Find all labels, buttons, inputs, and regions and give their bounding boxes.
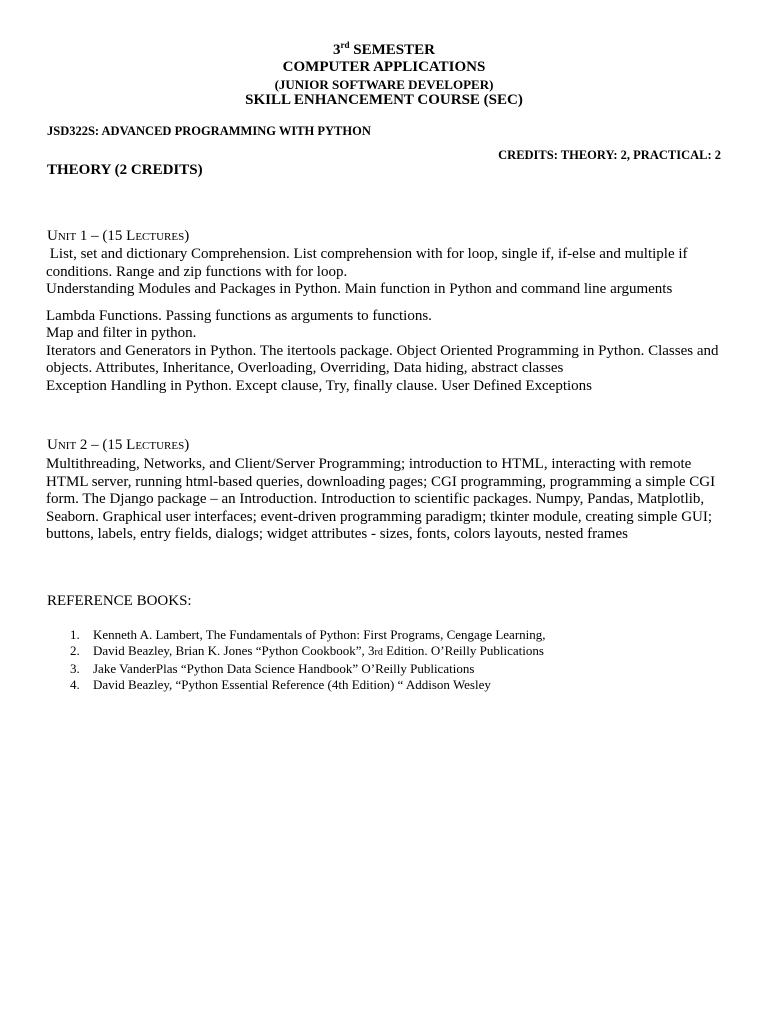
unit-1-paragraph: List, set and dictionary Comprehension. List comprehension with for loop, single if, if-else and multiple if conditions. Range and zip functions with for loop. [46, 246, 692, 280]
reference-text: Kenneth A. Lambert, The Fundamentals of Python: First Programs, Cengage Learning, [93, 627, 546, 642]
list-number: 3. [70, 661, 80, 676]
list-item [70, 661, 730, 677]
semester-heading [0, 42, 768, 59]
program-heading: COMPUTER APPLICATIONS [282, 59, 486, 75]
semester-suffix: rd [340, 40, 350, 50]
reference-text [93, 643, 544, 661]
unit-1-paragraph: Lambda Functions. Passing functions as arguments to functions. [46, 307, 432, 324]
unit-2-body [46, 456, 726, 544]
list-item [70, 677, 730, 693]
unit-1-title: Unit 1 – (15 Lectures) [47, 228, 190, 244]
course-type-heading: SKILL ENHANCEMENT COURSE (SEC) [245, 92, 523, 108]
subprogram-heading: (JUNIOR SOFTWARE DEVELOPER) [274, 77, 494, 92]
theory-heading: THEORY (2 CREDITS) [47, 162, 203, 178]
list-item [70, 627, 730, 643]
semester-number: 3 [333, 42, 341, 58]
reference-ordinal: rd [374, 647, 383, 658]
unit-2-paragraph: Multithreading, Networks, and Client/Server Programming; introduction to HTML, interacting with remote HTML server, running html-based queries, downloading pages; CGI programming, programming a simple CGI form. The Django package – an Introduction. Introduction to scientific packages. Numpy, Pandas, Matplotlib, Seaborn. Graphical user interfaces; event-driven programming paradigm; tkinter module, creating simple GUI; buttons, labels, entry fields, dialogs; widget attributes - sizes, fonts, colors layouts, nested frames [46, 456, 716, 542]
credits-line: CREDITS: THEORY: 2, PRACTICAL: 2 [498, 148, 721, 162]
list-number: 1. [70, 627, 80, 642]
reference-books-heading: REFERENCE BOOKS: [47, 593, 192, 609]
unit-2-title: Unit 2 – (15 Lectures) [47, 437, 190, 453]
course-code-title: JSD322S: ADVANCED PROGRAMMING WITH PYTHON [47, 124, 371, 138]
unit-1-paragraph: Understanding Modules and Packages in Python. Main function in Python and command line arguments [46, 281, 673, 297]
unit-1-paragraph: Iterators and Generators in Python. The itertools package. Object Oriented Programming in Python. Classes and objects. Attributes, Inheritance, Overloading, Overriding, Data hiding, abstract classes [46, 342, 719, 376]
reference-text: Jake VanderPlas “Python Data Science Handbook” O’Reilly Publications [93, 661, 475, 676]
semester-label: SEMESTER [349, 42, 435, 58]
list-number: 2. [70, 643, 80, 658]
list-item [70, 643, 730, 661]
unit-1-paragraph: Map and filter in python. [46, 325, 197, 341]
reference-text-part: Edition. O’Reilly Publications [382, 643, 544, 658]
list-number: 4. [70, 677, 80, 692]
unit-1-paragraph: Exception Handling in Python. Except clause, Try, finally clause. User Defined Exceptions [46, 377, 592, 394]
reference-text: David Beazley, “Python Essential Reference (4th Edition) “ Addison Wesley [93, 677, 491, 692]
reference-list [70, 627, 730, 693]
unit-1-body [46, 246, 726, 395]
reference-text-part: David Beazley, Brian K. Jones “Python Cookbook”, 3 [93, 643, 375, 658]
